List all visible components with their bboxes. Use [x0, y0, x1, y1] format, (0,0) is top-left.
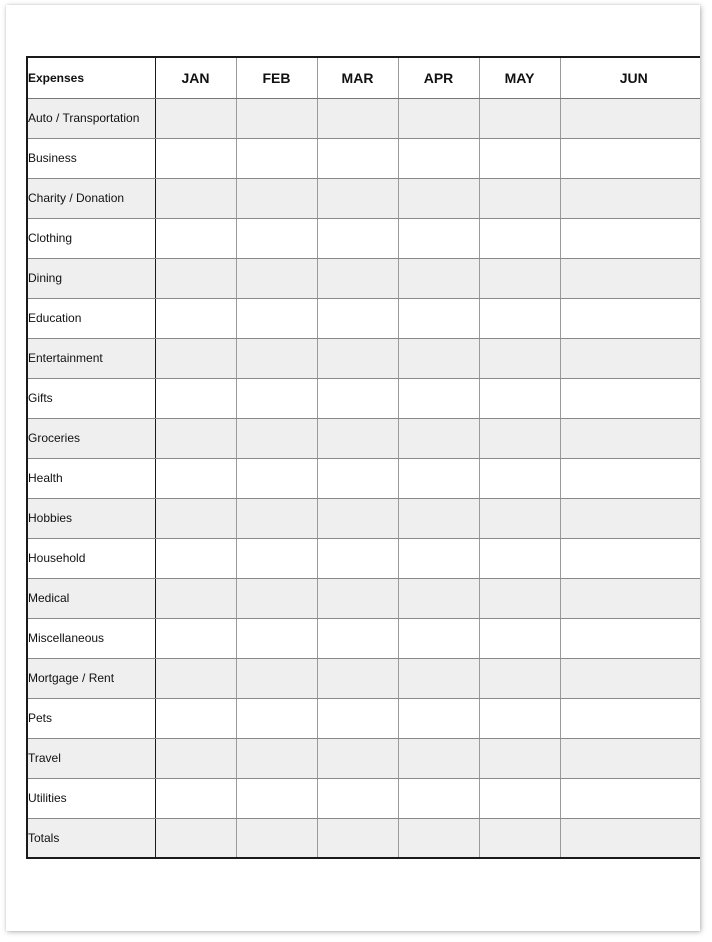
category-label: Business — [27, 138, 155, 178]
category-label: Dining — [27, 258, 155, 298]
entry-cell-apr[interactable] — [398, 578, 479, 618]
table-row — [27, 378, 700, 418]
entry-cell-feb[interactable] — [236, 578, 317, 618]
entry-cell-mar[interactable] — [317, 218, 398, 258]
entry-cell-feb[interactable] — [236, 498, 317, 538]
entry-cell-jun[interactable] — [560, 498, 700, 538]
entry-cell-apr[interactable] — [398, 778, 479, 818]
entry-cell-apr[interactable] — [398, 258, 479, 298]
entry-cell-jan[interactable] — [155, 378, 236, 418]
category-label: Medical — [27, 578, 155, 618]
category-label: Health — [27, 458, 155, 498]
entry-cell-mar[interactable] — [317, 338, 398, 378]
entry-cell-jun[interactable] — [560, 698, 700, 738]
category-label: Utilities — [27, 778, 155, 818]
table-row — [27, 418, 700, 458]
entry-cell-jun[interactable] — [560, 178, 700, 218]
entry-cell-jan[interactable] — [155, 458, 236, 498]
entry-cell-mar[interactable] — [317, 458, 398, 498]
entry-cell-may[interactable] — [479, 538, 560, 578]
entry-cell-may[interactable] — [479, 698, 560, 738]
entry-cell-mar[interactable] — [317, 178, 398, 218]
entry-cell-mar[interactable] — [317, 98, 398, 138]
entry-cell-mar[interactable] — [317, 698, 398, 738]
category-label: Gifts — [27, 378, 155, 418]
entry-cell-feb[interactable] — [236, 738, 317, 778]
entry-cell-may[interactable] — [479, 818, 560, 858]
entry-cell-may[interactable] — [479, 458, 560, 498]
entry-cell-jun[interactable] — [560, 738, 700, 778]
entry-cell-jan[interactable] — [155, 698, 236, 738]
table-row — [27, 98, 700, 138]
entry-cell-feb[interactable] — [236, 458, 317, 498]
entry-cell-may[interactable] — [479, 218, 560, 258]
entry-cell-jan[interactable] — [155, 778, 236, 818]
category-label: Pets — [27, 698, 155, 738]
entry-cell-may[interactable] — [479, 178, 560, 218]
entry-cell-jun[interactable] — [560, 538, 700, 578]
entry-cell-apr[interactable] — [398, 218, 479, 258]
entry-cell-feb[interactable] — [236, 538, 317, 578]
category-label: Mortgage / Rent — [27, 658, 155, 698]
table-row — [27, 338, 700, 378]
entry-cell-apr[interactable] — [398, 658, 479, 698]
entry-cell-apr[interactable] — [398, 498, 479, 538]
table-row — [27, 738, 700, 778]
table-row — [27, 578, 700, 618]
entry-cell-may[interactable] — [479, 138, 560, 178]
category-label: Travel — [27, 738, 155, 778]
entry-cell-apr[interactable] — [398, 138, 479, 178]
month-header-feb: FEB — [236, 57, 317, 98]
month-header-apr: APR — [398, 57, 479, 98]
entry-cell-mar[interactable] — [317, 498, 398, 538]
entry-cell-mar[interactable] — [317, 378, 398, 418]
entry-cell-may[interactable] — [479, 738, 560, 778]
entry-cell-may[interactable] — [479, 338, 560, 378]
entry-cell-apr[interactable] — [398, 618, 479, 658]
entry-cell-may[interactable] — [479, 298, 560, 338]
entry-cell-may[interactable] — [479, 578, 560, 618]
entry-cell-jun[interactable] — [560, 418, 700, 458]
entry-cell-may[interactable] — [479, 258, 560, 298]
category-label: Education — [27, 298, 155, 338]
entry-cell-jun[interactable] — [560, 98, 700, 138]
table-row — [27, 138, 700, 178]
entry-cell-apr[interactable] — [398, 98, 479, 138]
entry-cell-jun[interactable] — [560, 298, 700, 338]
category-label: Charity / Donation — [27, 178, 155, 218]
entry-cell-may[interactable] — [479, 378, 560, 418]
entry-cell-jan[interactable] — [155, 818, 236, 858]
category-label: Groceries — [27, 418, 155, 458]
entry-cell-apr[interactable] — [398, 298, 479, 338]
entry-cell-may[interactable] — [479, 418, 560, 458]
entry-cell-jan[interactable] — [155, 498, 236, 538]
entry-cell-mar[interactable] — [317, 258, 398, 298]
entry-cell-jan[interactable] — [155, 298, 236, 338]
entry-cell-may[interactable] — [479, 498, 560, 538]
entry-cell-apr[interactable] — [398, 458, 479, 498]
entry-cell-apr[interactable] — [398, 698, 479, 738]
entry-cell-jun[interactable] — [560, 138, 700, 178]
table-row — [27, 298, 700, 338]
category-label: Household — [27, 538, 155, 578]
entry-cell-apr[interactable] — [398, 538, 479, 578]
entry-cell-jan[interactable] — [155, 258, 236, 298]
entry-cell-jun[interactable] — [560, 578, 700, 618]
entry-cell-apr[interactable] — [398, 418, 479, 458]
table-row — [27, 538, 700, 578]
entry-cell-jan[interactable] — [155, 98, 236, 138]
entry-cell-feb[interactable] — [236, 618, 317, 658]
entry-cell-mar[interactable] — [317, 818, 398, 858]
table-row — [27, 618, 700, 658]
entry-cell-apr[interactable] — [398, 738, 479, 778]
entry-cell-may[interactable] — [479, 98, 560, 138]
entry-cell-jun[interactable] — [560, 458, 700, 498]
month-header-jan: JAN — [155, 57, 236, 98]
entry-cell-jan[interactable] — [155, 578, 236, 618]
month-header-may: MAY — [479, 57, 560, 98]
entry-cell-feb[interactable] — [236, 778, 317, 818]
entry-cell-feb[interactable] — [236, 298, 317, 338]
expense-rows — [27, 98, 700, 858]
table-row — [27, 818, 700, 858]
entry-cell-apr[interactable] — [398, 818, 479, 858]
entry-cell-jan[interactable] — [155, 138, 236, 178]
entry-cell-jan[interactable] — [155, 618, 236, 658]
entry-cell-feb[interactable] — [236, 258, 317, 298]
entry-cell-mar[interactable] — [317, 778, 398, 818]
entry-cell-jun[interactable] — [560, 818, 700, 858]
entry-cell-jun[interactable] — [560, 778, 700, 818]
entry-cell-apr[interactable] — [398, 378, 479, 418]
entry-cell-apr[interactable] — [398, 178, 479, 218]
entry-cell-mar[interactable] — [317, 418, 398, 458]
table-row — [27, 178, 700, 218]
entry-cell-feb[interactable] — [236, 378, 317, 418]
entry-cell-jan[interactable] — [155, 418, 236, 458]
entry-cell-may[interactable] — [479, 618, 560, 658]
table-row — [27, 778, 700, 818]
entry-cell-jun[interactable] — [560, 338, 700, 378]
category-label: Entertainment — [27, 338, 155, 378]
entry-cell-feb[interactable] — [236, 138, 317, 178]
entry-cell-feb[interactable] — [236, 338, 317, 378]
entry-cell-mar[interactable] — [317, 738, 398, 778]
entry-cell-jan[interactable] — [155, 218, 236, 258]
entry-cell-jun[interactable] — [560, 258, 700, 298]
category-label: Clothing — [27, 218, 155, 258]
entry-cell-may[interactable] — [479, 778, 560, 818]
entry-cell-jan[interactable] — [155, 538, 236, 578]
table-row — [27, 458, 700, 498]
entry-cell-mar[interactable] — [317, 298, 398, 338]
expenses-header: Expenses — [27, 57, 155, 98]
entry-cell-jan[interactable] — [155, 338, 236, 378]
entry-cell-may[interactable] — [479, 658, 560, 698]
entry-cell-jun[interactable] — [560, 378, 700, 418]
entry-cell-apr[interactable] — [398, 338, 479, 378]
entry-cell-jan[interactable] — [155, 738, 236, 778]
entry-cell-mar[interactable] — [317, 658, 398, 698]
table-row — [27, 498, 700, 538]
entry-cell-feb[interactable] — [236, 658, 317, 698]
table-row — [27, 698, 700, 738]
entry-cell-jun[interactable] — [560, 618, 700, 658]
entry-cell-feb[interactable] — [236, 418, 317, 458]
expense-table — [26, 56, 700, 859]
entry-cell-mar[interactable] — [317, 138, 398, 178]
table-row — [27, 258, 700, 298]
entry-cell-jan[interactable] — [155, 178, 236, 218]
month-header-mar: MAR — [317, 57, 398, 98]
entry-cell-feb[interactable] — [236, 818, 317, 858]
entry-cell-feb[interactable] — [236, 178, 317, 218]
entry-cell-mar[interactable] — [317, 578, 398, 618]
header-row — [27, 57, 700, 98]
category-label: Miscellaneous — [27, 618, 155, 658]
entry-cell-feb[interactable] — [236, 698, 317, 738]
category-label: Auto / Transportation — [27, 98, 155, 138]
entry-cell-feb[interactable] — [236, 98, 317, 138]
entry-cell-jan[interactable] — [155, 658, 236, 698]
entry-cell-jun[interactable] — [560, 218, 700, 258]
category-label: Totals — [27, 818, 155, 858]
category-label: Hobbies — [27, 498, 155, 538]
month-header-jun: JUN — [560, 57, 700, 98]
table-row — [27, 218, 700, 258]
entry-cell-mar[interactable] — [317, 618, 398, 658]
entry-cell-mar[interactable] — [317, 538, 398, 578]
ledger-page — [6, 5, 700, 931]
table-row — [27, 658, 700, 698]
entry-cell-jun[interactable] — [560, 658, 700, 698]
entry-cell-feb[interactable] — [236, 218, 317, 258]
